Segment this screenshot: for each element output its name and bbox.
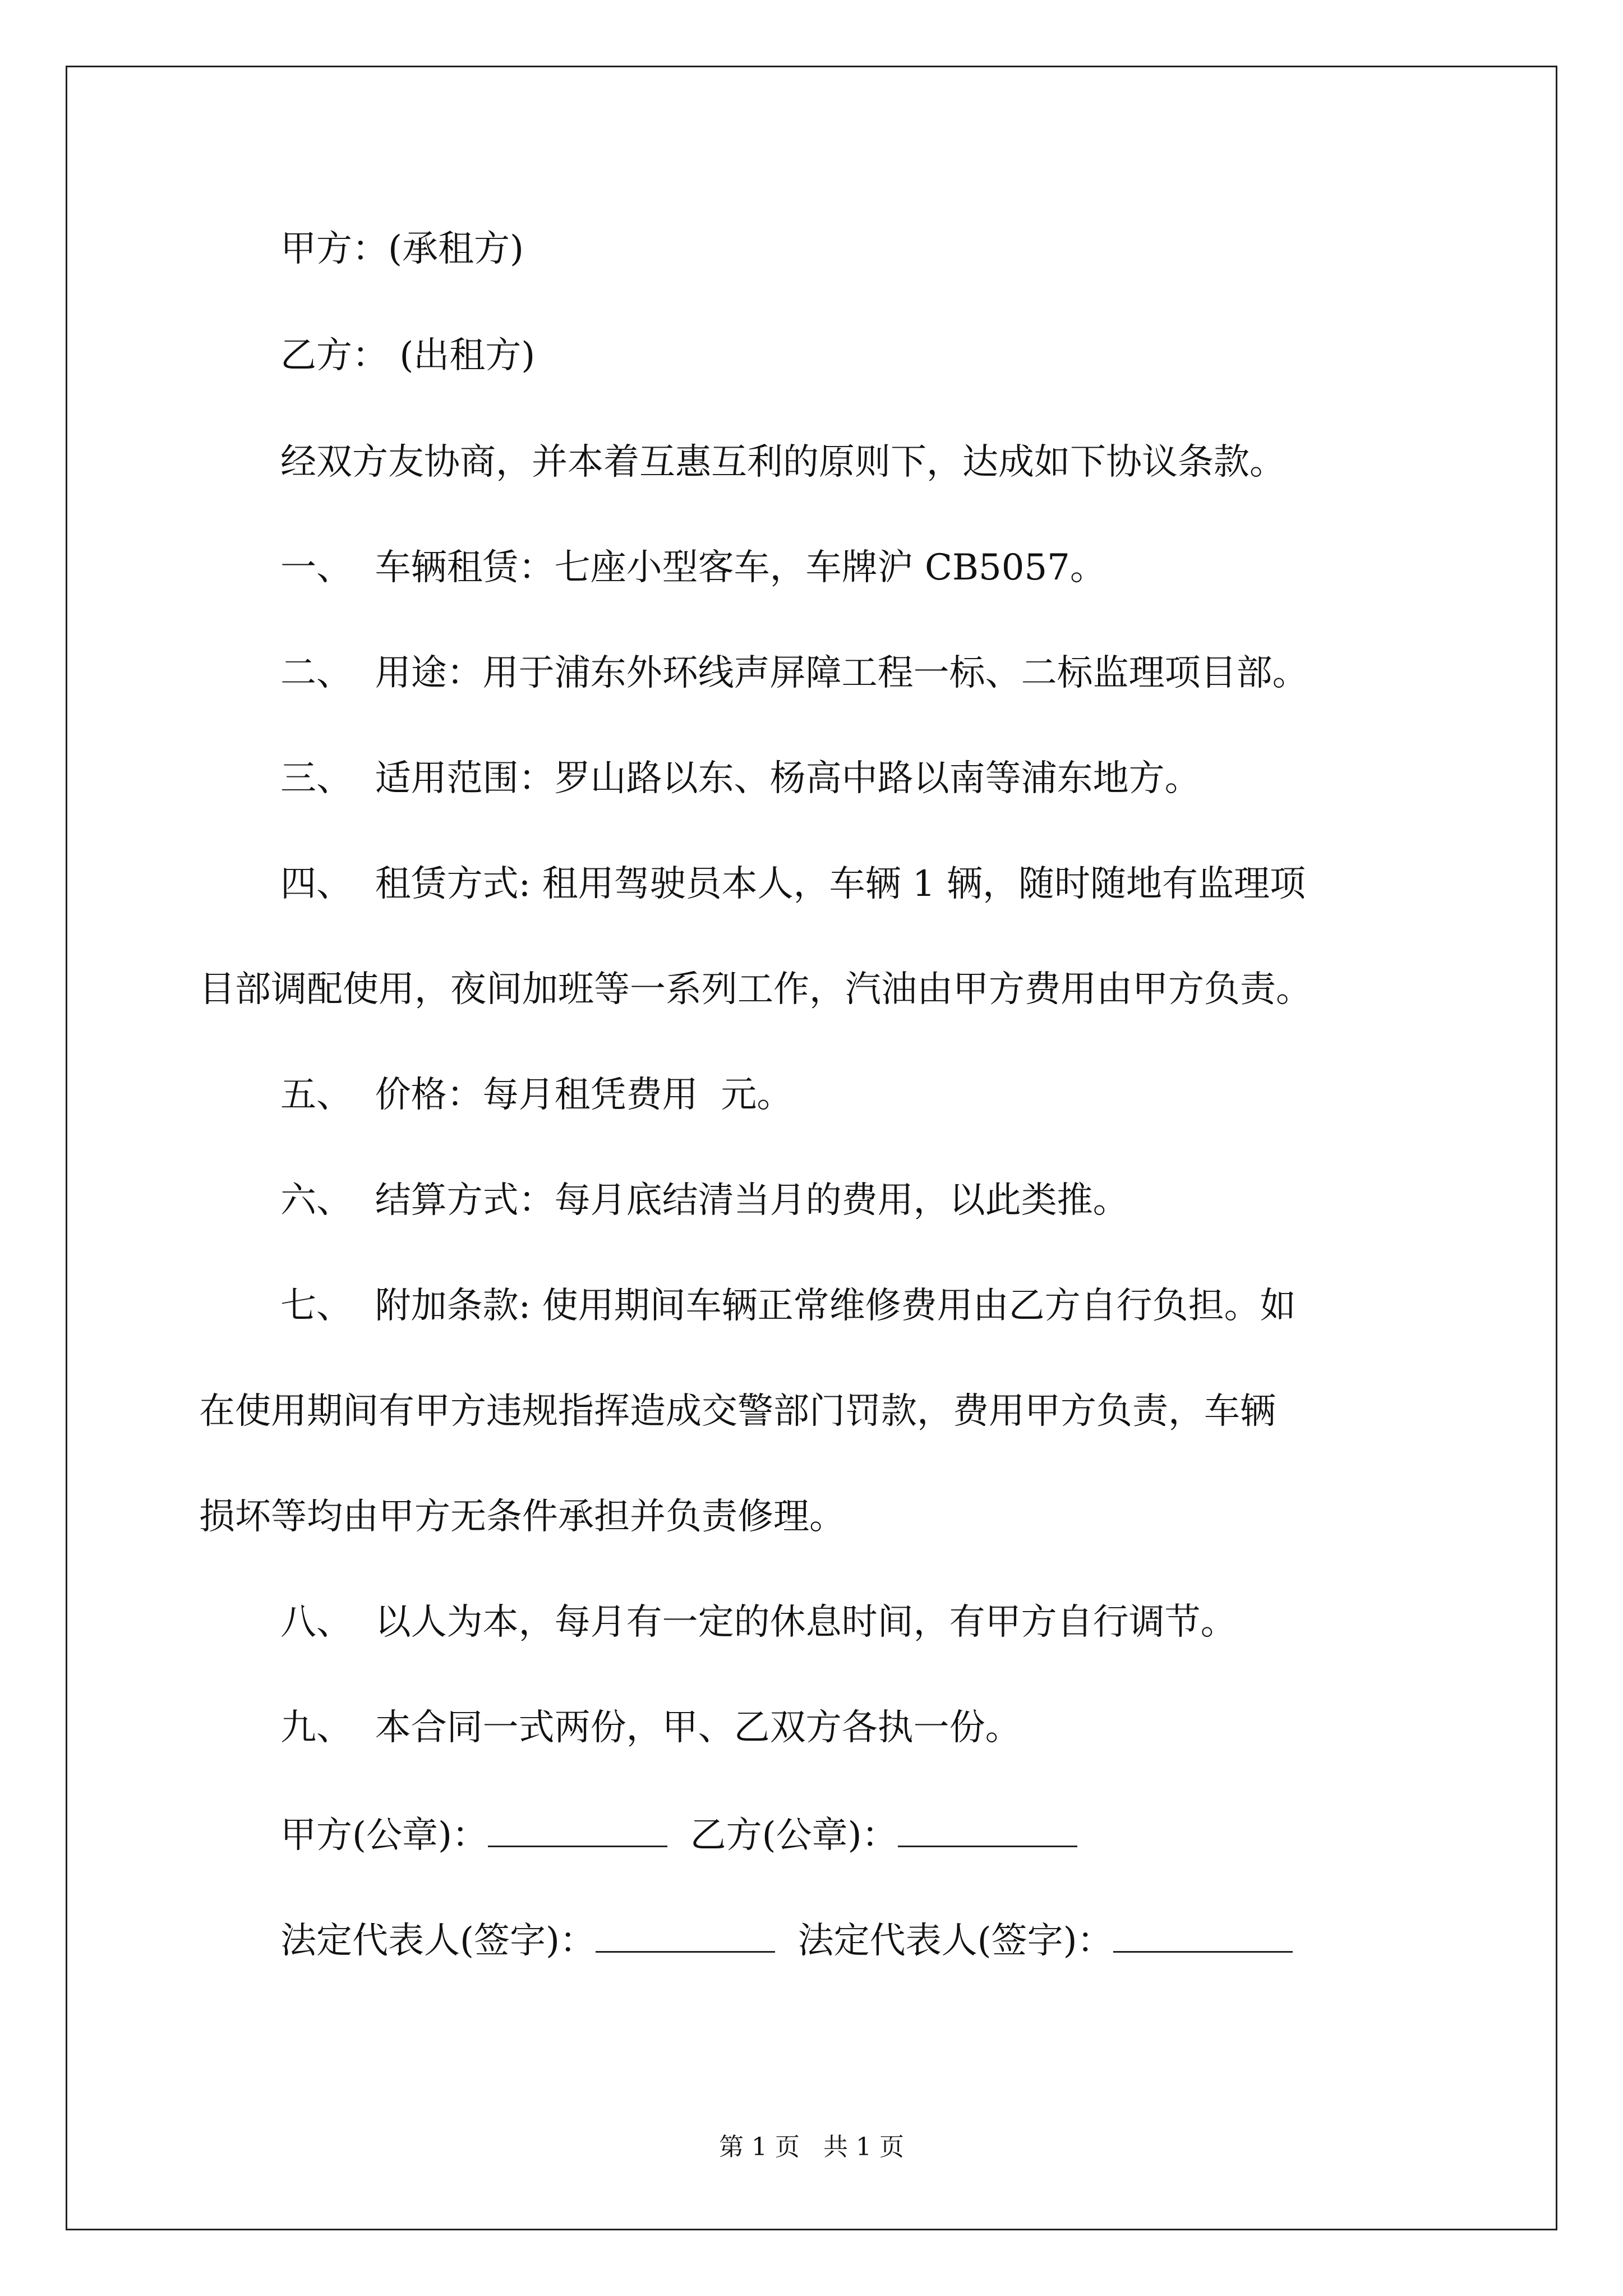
party-a-seal-label: 甲方(公章)： bbox=[280, 1815, 488, 1856]
seal-line bbox=[280, 1811, 1077, 1858]
clause-4-line-2: 目部调配使用，夜间加班等一系列工作，汽油由甲方费用由甲方负责。 bbox=[199, 969, 1312, 1010]
party-b-seal-blank bbox=[898, 1811, 1077, 1847]
page-border bbox=[66, 66, 1557, 2230]
representative-line bbox=[280, 1916, 1293, 1963]
clause-9: 九、 本合同一式两份，甲、乙双方各执一份。 bbox=[280, 1707, 1021, 1749]
rep-a-label: 法定代表人(签字)： bbox=[280, 1920, 596, 1962]
clause-7-line-1: 七、 附加条款: 使用期间车辆正常维修费用由乙方自行负担。如 bbox=[280, 1285, 1296, 1327]
clause-2: 二、 用途：用于浦东外环线声屏障工程一标、二标监理项目部。 bbox=[280, 652, 1308, 694]
clause-4-line-1: 四、 租赁方式: 租用驾驶员本人，车辆 1 辆，随时随地有监理项 bbox=[280, 863, 1306, 905]
rep-b-label: 法定代表人(签字)： bbox=[797, 1920, 1113, 1962]
intro-paragraph: 经双方友协商，并本着互惠互利的原则下，达成如下协议条款。 bbox=[280, 441, 1285, 483]
clause-7-line-2: 在使用期间有甲方违规指挥造成交警部门罚款，费用甲方负责，车辆 bbox=[199, 1391, 1276, 1432]
party-a-seal-blank bbox=[488, 1811, 667, 1847]
rep-b-blank bbox=[1113, 1916, 1293, 1953]
party-a-line: 甲方：(承租方) bbox=[280, 228, 524, 270]
party-b-seal-label: 乙方(公章)： bbox=[690, 1815, 898, 1856]
rep-a-blank bbox=[596, 1916, 775, 1953]
clause-8: 八、 以人为本，每月有一定的休息时间，有甲方自行调节。 bbox=[280, 1602, 1237, 1643]
party-b-line: 乙方： (出租方) bbox=[280, 335, 536, 376]
clause-6: 六、 结算方式：每月底结清当月的费用，以此类推。 bbox=[280, 1180, 1129, 1221]
clause-5: 五、 价格：每月租凭费用 元。 bbox=[280, 1074, 793, 1116]
clause-3: 三、 适用范围：罗山路以东、杨高中路以南等浦东地方。 bbox=[280, 758, 1201, 799]
clause-1: 一、 车辆租赁：七座小型客车，车牌沪 CB5057。 bbox=[280, 547, 1106, 588]
page-footer: 第 1 页 共 1 页 bbox=[719, 2133, 904, 2161]
clause-7-line-3: 损坏等均由甲方无条件承担并负责修理。 bbox=[199, 1496, 845, 1538]
